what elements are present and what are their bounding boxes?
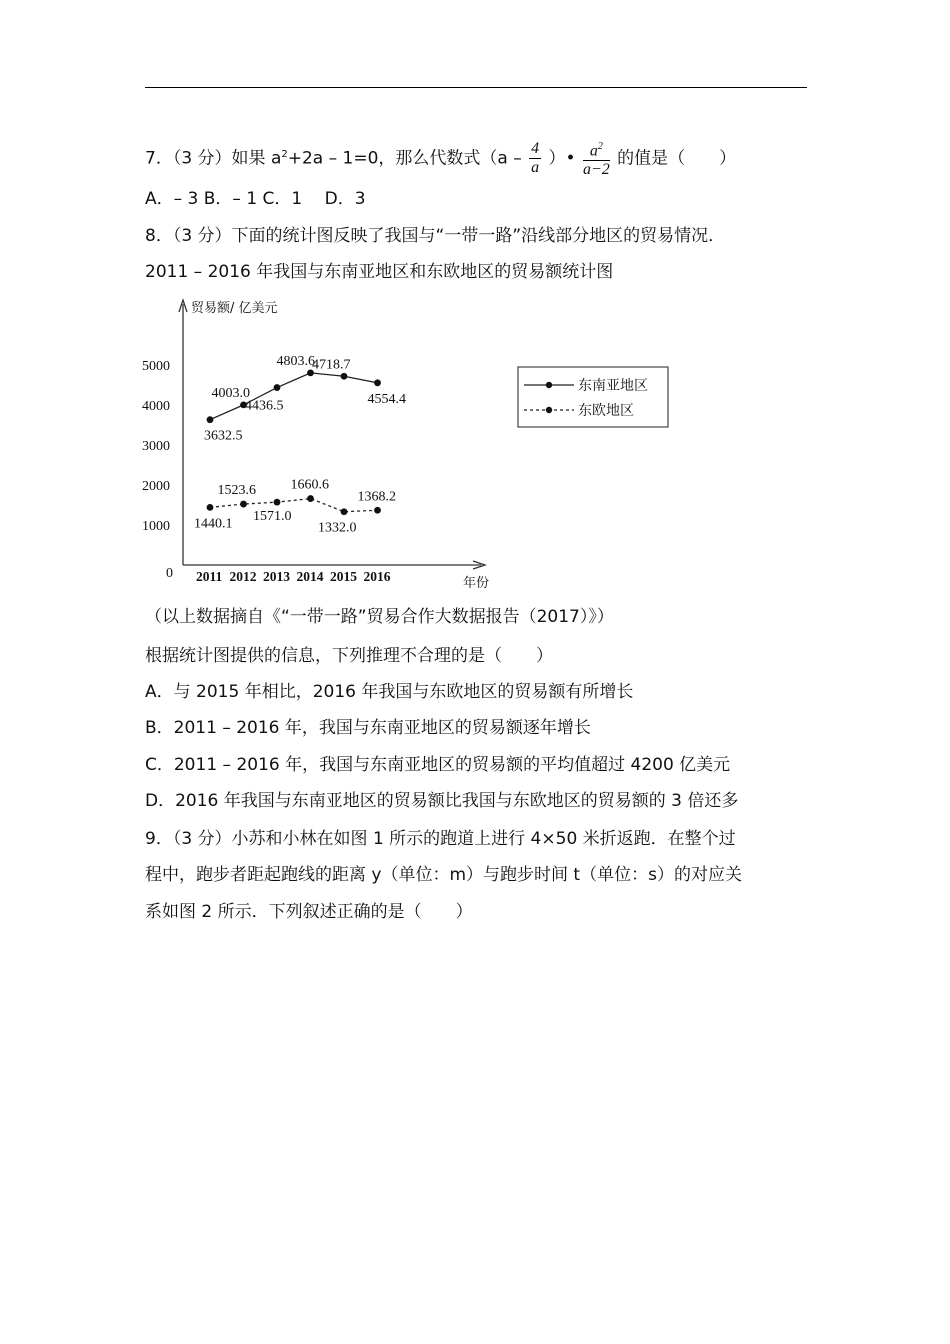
series-0-label-3: 4803.6	[276, 353, 315, 369]
y-tick-1000: 1000	[142, 519, 170, 534]
question-8-stem: 8．（3 分）下面的统计图反映了我国与“一带一路”沿线部分地区的贸易情况．	[145, 226, 726, 246]
option-c: C．2011 – 2016 年，我国与东南亚地区的贸易额的平均值超过 4200 亿美元	[145, 755, 731, 775]
y-tick-2000: 2000	[142, 479, 170, 494]
x-tick-2015: 2015	[330, 569, 357, 584]
series-0-label-5: 4554.4	[367, 391, 406, 407]
series-0-label-0: 3632.5	[204, 428, 243, 444]
legend-marker-0	[546, 382, 552, 388]
x-axis-label: 年份	[463, 576, 490, 591]
chart-caption: 2011 – 2016 年我国与东南亚地区和东欧地区的贸易额统计图	[145, 262, 614, 282]
series-line-1	[210, 499, 378, 512]
y-axis-label: 贸易额/ 亿美元	[191, 301, 278, 316]
series-1-point-2	[274, 499, 281, 506]
x-tick-2011: 2011	[196, 569, 223, 584]
y-tick-0: 0	[166, 566, 173, 581]
question-8-prompt: 根据统计图提供的信息，下列推理不合理的是（ ）	[145, 646, 553, 666]
x-tick-2016: 2016	[363, 569, 391, 584]
series-1-point-0	[207, 504, 214, 511]
series-1-label-5: 1368.2	[357, 489, 396, 505]
series-1-label-2: 1571.0	[253, 509, 292, 525]
series-1-label-4: 1332.0	[318, 520, 357, 536]
trade-line-chart	[140, 290, 680, 600]
legend-label-0: 东南亚地区	[578, 378, 648, 394]
fraction-a2-over-a-minus-2: $\frac{a^2}{a-2}$	[583, 138, 610, 179]
series-0-label-1: 4003.0	[211, 385, 250, 401]
option-a: A．与 2015 年相比，2016 年我国与东欧地区的贸易额有所增长	[145, 682, 634, 702]
question-7-options: A．– 3 B．– 1 C．1 D．3	[145, 189, 366, 209]
option-b: B．2011 – 2016 年，我国与东南亚地区的贸易额逐年增长	[145, 718, 591, 738]
series-1-point-5	[374, 507, 381, 514]
series-0-point-2	[274, 384, 281, 391]
y-tick-4000: 4000	[142, 399, 170, 414]
question-7-stem: 7．（3 分）如果 $a^2+2a - 1=0$，那么代数式（a – $\frac{4}{a}$ ）• $\frac{a^2}{a-2}$ 的值是（ ）	[145, 138, 736, 179]
header-rule	[145, 87, 807, 88]
series-1-label-1: 1523.6	[217, 483, 256, 499]
series-1-label-3: 1660.6	[290, 477, 329, 493]
legend-label-1: 东欧地区	[578, 403, 634, 419]
question-9-line-1: 9．（3 分）小苏和小林在如图 1 所示的跑道上进行 4×50 米折返跑．在整个过	[145, 829, 736, 849]
series-0-point-0	[207, 416, 214, 423]
series-0-point-5	[374, 379, 381, 386]
y-tick-5000: 5000	[142, 359, 170, 374]
series-1-point-1	[240, 501, 247, 508]
series-1-label-0: 1440.1	[194, 516, 233, 532]
series-0-point-4	[341, 373, 348, 380]
y-tick-3000: 3000	[142, 439, 170, 454]
legend-marker-1	[546, 407, 552, 413]
option-d: D．2016 年我国与东南亚地区的贸易额比我国与东欧地区的贸易额的 3 倍还多	[145, 791, 739, 811]
series-0-label-4: 4718.7	[312, 357, 351, 373]
x-tick-2013: 2013	[263, 569, 290, 584]
question-9-line-2: 程中，跑步者距起跑线的距离 y（单位：m）与跑步时间 t（单位：s）的对应关	[145, 865, 742, 885]
series-1-point-4	[341, 508, 348, 515]
x-tick-2014: 2014	[296, 569, 324, 584]
series-1-point-3	[307, 495, 314, 502]
question-9-line-3: 系如图 2 所示．下列叙述正确的是（ ）	[145, 902, 473, 922]
series-0-label-2: 4436.5	[245, 398, 284, 414]
data-source-note: （以上数据摘自《“一带一路”贸易合作大数据报告（2017）》）	[145, 607, 614, 627]
fraction-4-over-a: $\frac{4}{a}$	[531, 140, 540, 177]
x-tick-2012: 2012	[229, 569, 257, 584]
